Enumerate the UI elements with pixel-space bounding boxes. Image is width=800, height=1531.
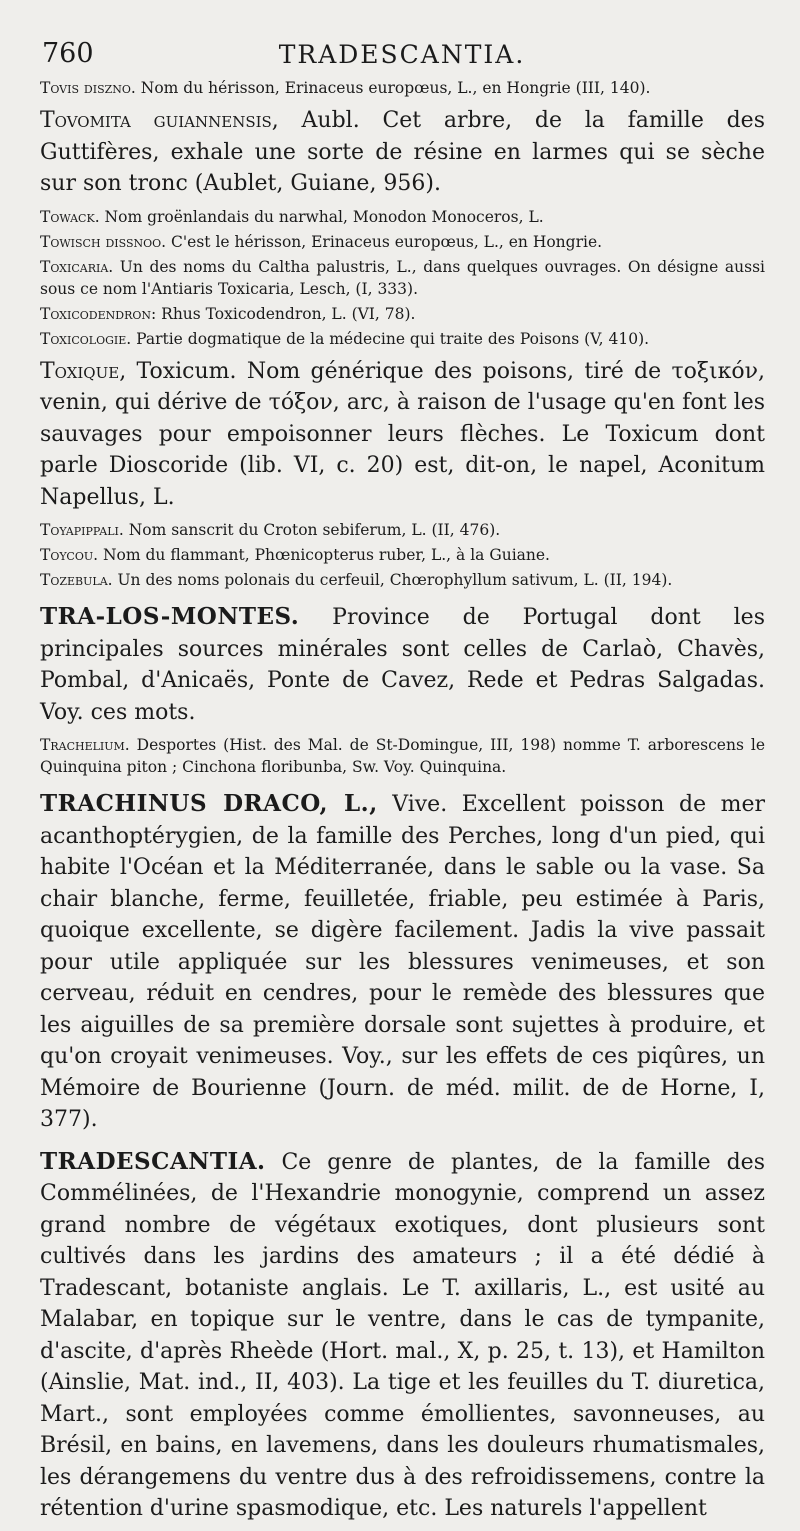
entry: [40, 1146, 765, 1525]
entry-text: Aubl. Cet arbre, de la famille des Guttifères, exhale une sorte de résine en larmes qui se sèche sur son tronc (Aublet, Guiane, 956).: [40, 108, 765, 196]
entry: [40, 105, 765, 200]
entry-headword: Toyapippali.: [40, 521, 124, 539]
entry: [40, 519, 765, 541]
entry-text: Desportes (Hist. des Mal. de St-Domingue, III, 198) nomme T. arborescens le Quinquina piton ; Cinchona floribunba, Sw. Voy. Quinquina.: [40, 736, 765, 776]
entry-headword: Tovis diszno.: [40, 79, 136, 97]
entry: [40, 77, 765, 99]
entry-text: Toxicum. Nom générique des poisons, tiré de τοξικόν, venin, qui dérive de τόξον, arc, à raison de l'usage qu'en font les sauvages pour empoisonner leurs flèches. Le Toxicum dont parle Dioscoride (lib. VI, c. 20) est, dit-on, le napel, Aconitum Napellus, L.: [40, 358, 765, 510]
entry-text: Nom du hérisson, Erinaceus europœus, L., en Hongrie (III, 140).: [135, 79, 651, 97]
entry: [40, 601, 765, 728]
entry-text: Nom groënlandais du narwhal, Monodon Monoceros, L.: [99, 207, 544, 226]
page-number: 760: [42, 38, 94, 69]
entry-headword: TRACHINUS DRACO, L.,: [40, 790, 378, 817]
entry-headword: Towisch dissnoo.: [40, 232, 167, 251]
entry-text: Nom du flammant, Phœnicopterus ruber, L., à la Guiane.: [98, 546, 550, 564]
entry-headword: Trachelium.: [40, 736, 130, 754]
entry: [40, 231, 765, 253]
entry-text: Ce genre de plantes, de la famille des Commélinées, de l'Hexandrie monogynie, comprend un assez grand nombre de végétaux exotiques, dont plusieurs sont cultivés dans les jardins des amateurs ; il a été dédié à Tradescant, botaniste anglais. Le T. axillaris, L., est usité au Malabar, en topique sur le ventre, dans le cas de tympanite, d'ascite, d'après Rheède (Hort. mal., X, p. 25, t. 13), et Hamilton (Ainslie, Mat. ind., II, 403). La tige et les feuilles du T. diuretica, Mart., sont employées comme émollientes, savonneuses, au Brésil, en bains, en lavemens, dans les douleurs rhumatismales, les dérangemens du ventre dus à des refroidissemens, contre la rétention d'urine spasmodique, etc. Les naturels l'appellent: [40, 1149, 765, 1521]
entry: [40, 788, 765, 1136]
entry-text: Rhus Toxicodendron, L. (VI, 78).: [156, 304, 416, 323]
entry: [40, 569, 765, 591]
page-header: [42, 38, 762, 74]
entry-headword: Tozebula.: [40, 571, 113, 589]
entry-headword: TRA-LOS-MONTES.: [40, 603, 300, 630]
entry-text: Nom sanscrit du Croton sebiferum, L. (II, 476).: [123, 521, 501, 539]
entry: [40, 256, 765, 300]
entry-text: Province de Portugal dont les principales sources minérales sont celles de Carlaò, Chavès, Pombal, d'Anicaës, Ponte de Cavez, Rede et Pedras Salgadas. Voy. ces mots.: [40, 605, 765, 725]
entry-text: Un des noms du Caltha palustris, L., dans quelques ouvrages. On désigne aussi sous ce nom l'Antiaris Toxicaria, Lesch, (I, 333).: [40, 257, 765, 298]
entry-headword: TRADESCANTIA.: [40, 1147, 266, 1175]
running-title: TRADESCANTIA.: [278, 40, 526, 69]
entry-headword: Tovomita guiannensis,: [40, 108, 279, 133]
dictionary-entries: [40, 74, 765, 1531]
entry-text: Vive. Excellent poisson de mer acanthoptérygien, de la famille des Perches, long d'un pied, qui habite l'Océan et la Méditerranée, dans le sable ou la vase. Sa chair blanche, ferme, feuilletée, friable, peu estimée à Paris, quoique excellente, se digère facilement. Jadis la vive passait pour utile appliquée sur les blessures venimeuses, et son cerveau, réduit en cendres, pour le remède des blessures que les aiguilles de sa première dorsale sont sujettes à produire, et qu'on croyait venimeuses. Voy., sur les effets de ces piqûres, un Mémoire de Bourienne (Journ. de méd. milit. de de Horne, I, 377).: [40, 792, 765, 1132]
entry-headword: Toxicaria.: [40, 257, 114, 276]
entry-headword: Towack.: [40, 207, 100, 226]
entry-text: C'est le hérisson, Erinaceus europœus, L., en Hongrie.: [166, 232, 603, 251]
entry: [40, 544, 765, 566]
entry: [40, 734, 765, 778]
entry-headword: Toycou.: [40, 546, 99, 564]
entry: [40, 206, 765, 228]
entry: [40, 303, 765, 325]
entry-headword: Toxicologie.: [40, 329, 132, 348]
entry-text: Un des noms polonais du cerfeuil, Chœrophyllum sativum, L. (II, 194).: [112, 571, 673, 589]
entry-text: Partie dogmatique de la médecine qui traite des Poisons (V, 410).: [131, 329, 650, 348]
entry: [40, 356, 765, 514]
entry-headword: Toxique,: [40, 358, 127, 384]
entry-headword: Toxicodendron:: [40, 304, 157, 323]
entry: [40, 328, 765, 350]
